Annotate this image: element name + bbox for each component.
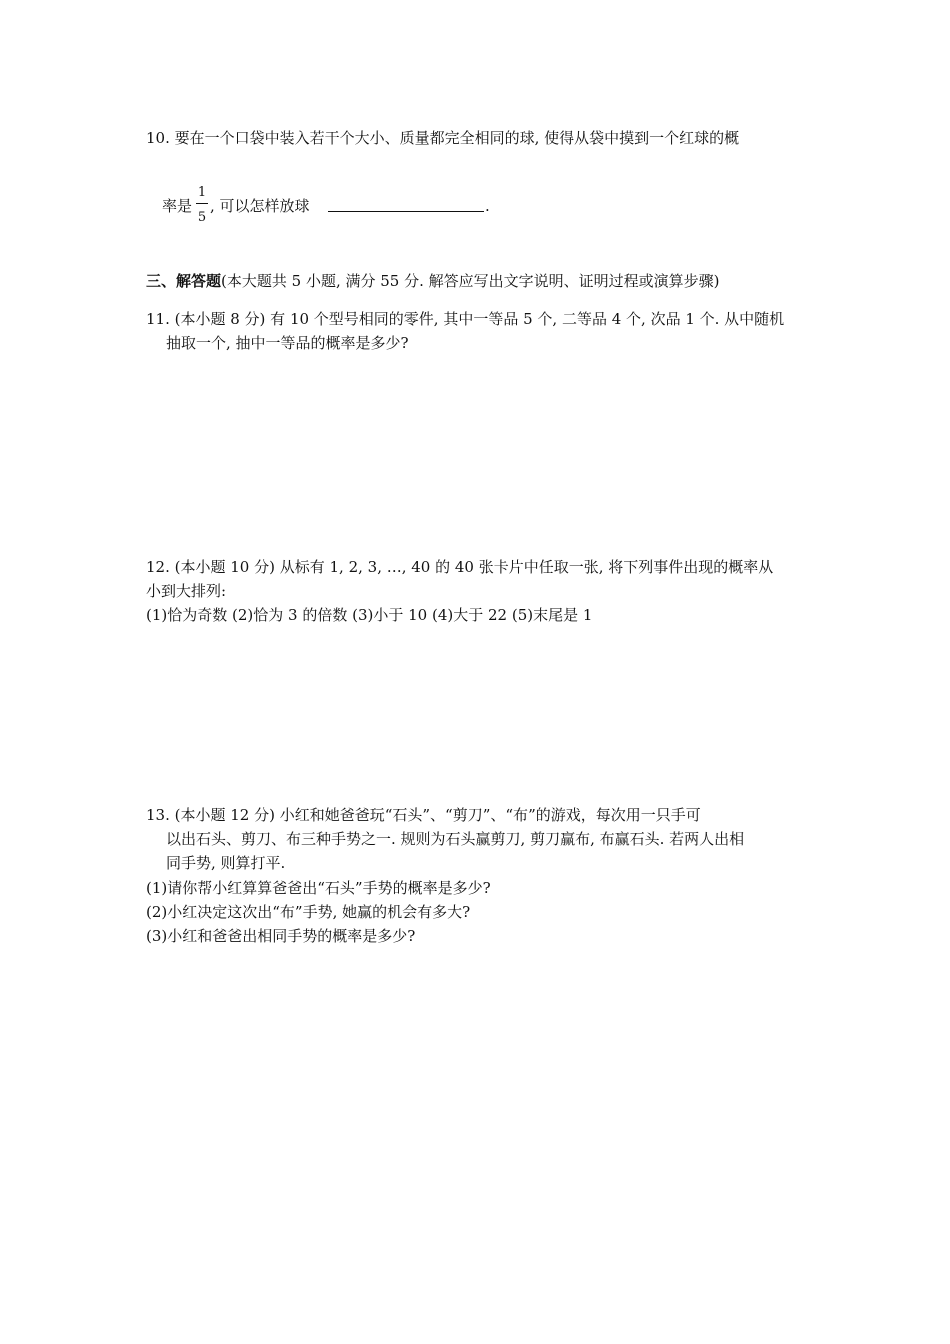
- q13-line3: 同手势, 则算打平.: [166, 854, 286, 872]
- section3-note: (本大题共 5 小题, 满分 55 分. 解答应写出文字说明、证明过程或演算步骤): [221, 272, 720, 290]
- section3-heading: [146, 271, 720, 291]
- q10-line1: 10. 要在一个口袋中装入若干个大小、质量都完全相同的球, 使得从袋中摸到一个红球的概: [146, 129, 740, 147]
- q12-line2: 小到大排列:: [146, 582, 227, 600]
- q12-line3: (1)恰为奇数 (2)恰为 3 的倍数 (3)小于 10 (4)大于 22 (5)末尾是 1: [146, 606, 593, 624]
- q13-sub3: (3)小红和爸爸出相同手势的概率是多少?: [146, 927, 416, 945]
- q13-sub2: (2)小红决定这次出“布”手势, 她赢的机会有多大?: [146, 903, 471, 921]
- q10-answer-blank[interactable]: [328, 211, 484, 212]
- q13-line1: 13. (本小题 12 分) 小红和她爸爸玩“石头”、“剪刀”、“布”的游戏，每次用一只手可: [146, 806, 701, 824]
- q13-sub1: (1)请你帮小红算算爸爸出“石头”手势的概率是多少?: [146, 879, 491, 897]
- q10-fraction-numerator: 1: [197, 185, 207, 200]
- q11-line1: 11. (本小题 8 分) 有 10 个型号相同的零件, 其中一等品 5 个, 二等品 4 个, 次品 1 个. 从中随机: [146, 310, 785, 328]
- q12-line1: 12. (本小题 10 分) 从标有 1, 2, 3, …, 40 的 40 张卡片中任取一张, 将下列事件出现的概率从: [146, 558, 774, 576]
- q10-suffix: , 可以怎样放球: [210, 197, 310, 215]
- q10-fraction-denominator: 5: [197, 210, 207, 225]
- q10-fraction-bar: [196, 203, 208, 204]
- q10-end: .: [485, 197, 490, 215]
- section3-title: 三、解答题: [146, 272, 222, 290]
- q10-prefix: 率是: [162, 197, 193, 215]
- q11-line2: 抽取一个, 抽中一等品的概率是多少?: [166, 334, 409, 352]
- q13-line2: 以出石头、剪刀、布三种手势之一. 规则为石头赢剪刀, 剪刀赢布, 布赢石头. 若两人出相: [166, 830, 745, 848]
